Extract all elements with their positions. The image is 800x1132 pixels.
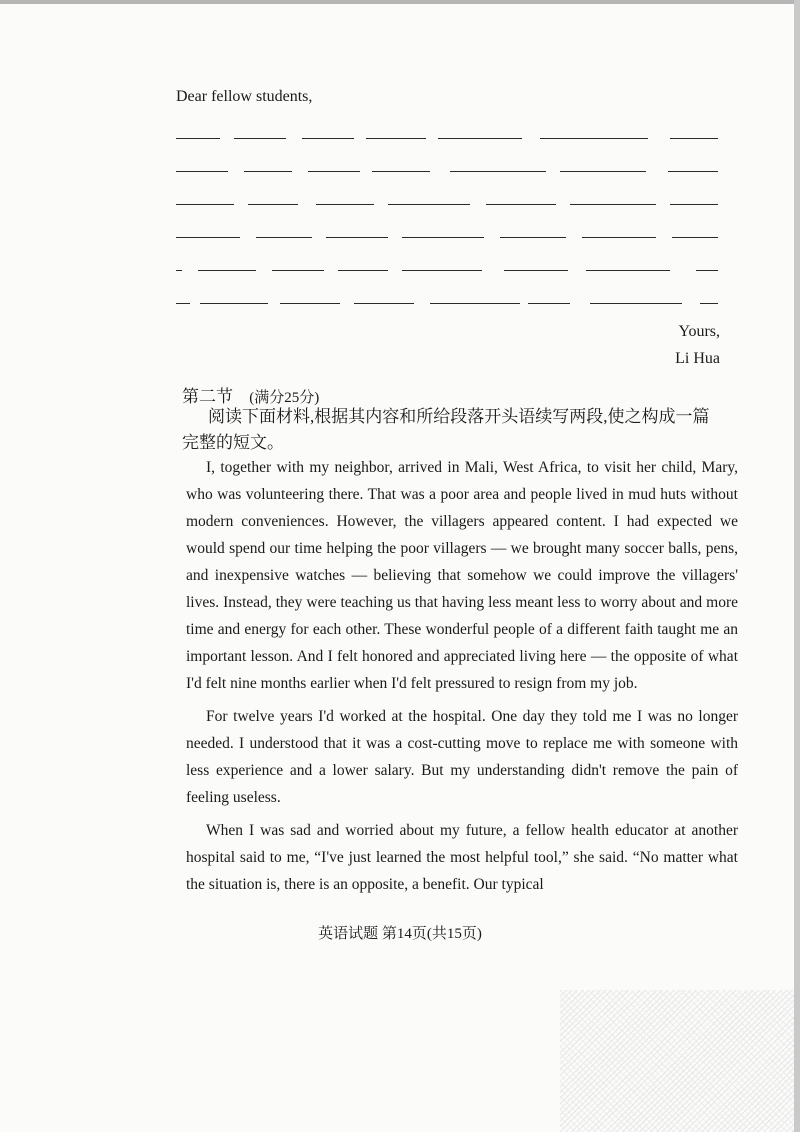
letter-closing (675, 318, 720, 372)
section-instruction: 阅读下面材料,根据其内容和所给段落开头语续写两段,使之构成一篇完整的短文。 (182, 407, 710, 452)
reading-passage (186, 454, 738, 904)
passage-paragraph: I, together with my neighbor, arrived in Mali, West Africa, to visit her child, Mary, who was volunteering there. That was a poor area and people lived in mud huts without modern conveniences. However, the villagers appeared content. I had expected we would spend our time helping the poor villagers — we brought many soccer balls, pens, and inexpensive watches — believing that somehow we could improve the villagers' lives. Instead, they were teaching us that having less meant less to worry about and more time and energy for each other. These wonderful people of a different faith taught me an important lesson. And I felt honored and appreciated living here — the opposite of what I'd felt nine months earlier when I'd felt pressured to resign from my job. (186, 459, 738, 692)
closing-word: Yours, (678, 323, 720, 340)
writing-line (176, 252, 718, 285)
section-score: (满分25分) (249, 390, 320, 406)
passage-paragraph: When I was sad and worried about my future, a fellow health educator at another hospital said to me, “I've just learned the most helpful tool,” she said. “No matter what the situation is, there is an opposite, a benefit. Our typical (186, 822, 738, 893)
signature: Li Hua (675, 350, 720, 367)
letter-greeting: Dear fellow students, (176, 88, 313, 105)
writing-line (176, 219, 718, 252)
writing-line (176, 120, 718, 153)
scan-noise (560, 990, 794, 1132)
passage-paragraph: For twelve years I'd worked at the hospital. One day they told me I was no longer needed. I understood that it was a cost-cutting move to replace me with someone with less experience and a lower salary. But my understanding didn't remove the pain of feeling useless. (186, 708, 738, 806)
writing-lines (176, 120, 718, 318)
scan-edge-right (794, 0, 800, 1132)
writing-line (176, 153, 718, 186)
scan-edge-top (0, 0, 800, 4)
writing-line (176, 186, 718, 219)
page-footer: 英语试题 第14页(共15页) (318, 926, 482, 942)
writing-line (176, 285, 718, 318)
section-title: 第二节 (182, 387, 233, 406)
